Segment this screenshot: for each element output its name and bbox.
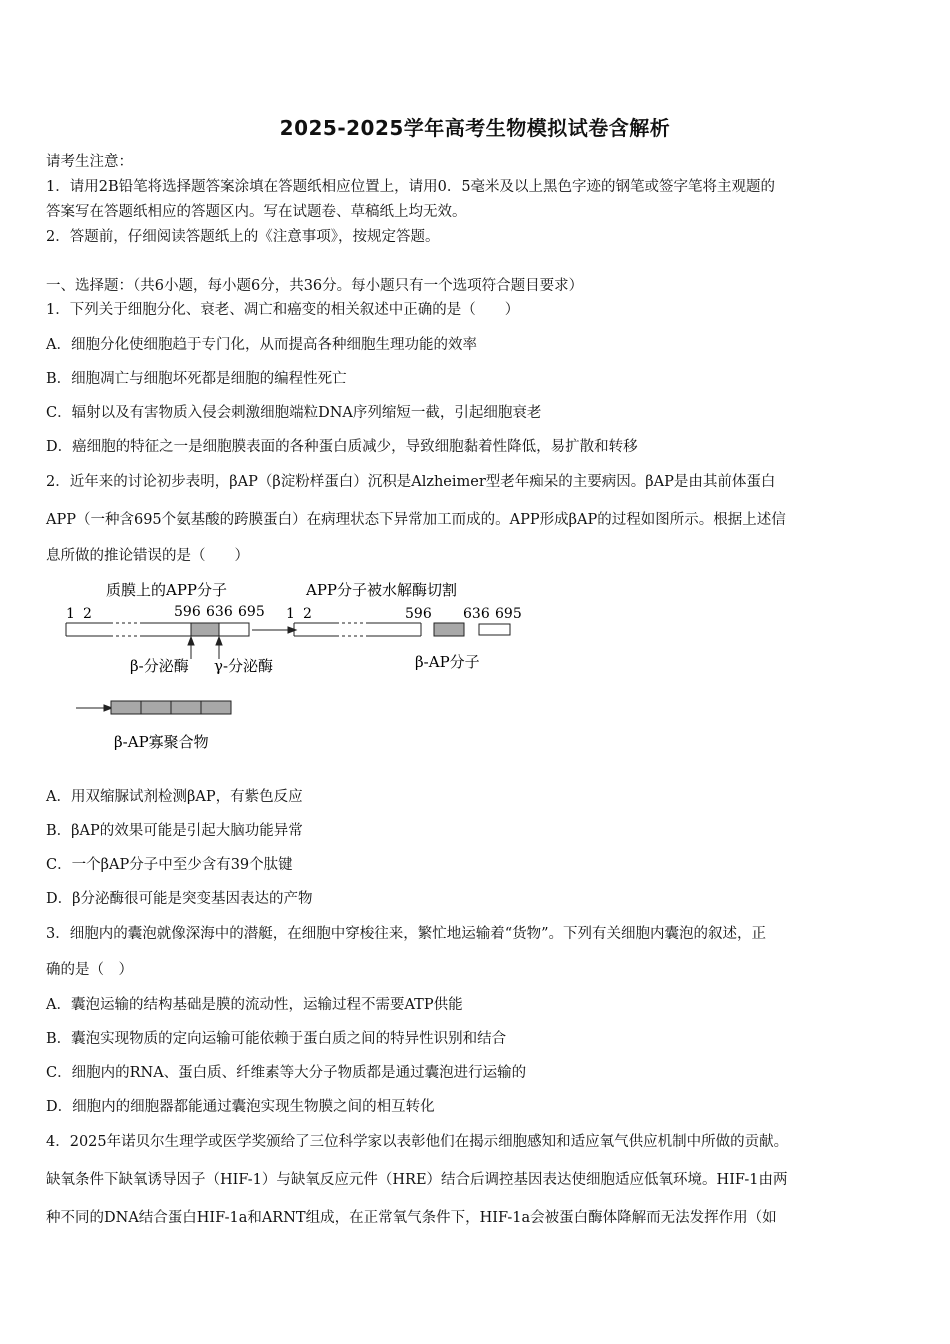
gamma-secretase-label: γ-分泌酶 xyxy=(214,657,274,675)
q1-option-d: D．癌细胞的特征之一是细胞膜表面的各种蛋白质减少，导致细胞黏着性降低，易扩散和转移 xyxy=(46,439,638,455)
figure-num-695b: 695 xyxy=(495,606,522,622)
processing-arrow xyxy=(252,627,296,633)
figure-num-636b: 636 xyxy=(463,606,490,622)
q3-stem-line1: 3．细胞内的囊泡就像深海中的潜艇，在细胞中穿梭往来，繁忙地运输着“货物”。下列有关细胞内囊泡的叙述，正 xyxy=(46,926,767,942)
notice-heading: 请考生注意： xyxy=(46,154,133,170)
figure-num-695: 695 xyxy=(238,604,265,620)
enzyme-arrows xyxy=(188,637,222,659)
section-heading: 一、选择题：（共6小题，每小题6分，共36分。每小题只有一个选项符合题目要求） xyxy=(46,278,584,294)
q3-option-d: D．细胞内的细胞器都能通过囊泡实现生物膜之间的相互转化 xyxy=(46,1099,435,1115)
q3-option-c: C．细胞内的RNA、蛋白质、纤维素等大分子物质都是通过囊泡进行运输的 xyxy=(46,1065,527,1081)
q3-stem-line2: 确的是（ ） xyxy=(46,962,133,978)
q1-option-a: A．细胞分化使细胞趋于专门化，从而提高各种细胞生理功能的效率 xyxy=(46,337,477,353)
q1-option-b: B．细胞凋亡与细胞坏死都是细胞的编程性死亡 xyxy=(46,371,347,387)
q4-stem-line1: 4．2025年诺贝尔生理学或医学奖颁给了三位科学家以表彰他们在揭示细胞感知和适应氧气供应机制中所做的贡献。 xyxy=(46,1134,789,1150)
q2-stem-line1: 2．近年来的讨论初步表明，βAP（β淀粉样蛋白）沉积是Alzheimer型老年痴呆的主要病因。βAP是由其前体蛋白 xyxy=(46,474,776,490)
bap-molecule-label: β-AP分子 xyxy=(415,653,480,671)
figure-num-1b: 1 xyxy=(286,606,295,622)
q4-stem-line3: 种不同的DNA结合蛋白HIF-1a和ARNT组成，在正常氧气条件下，HIF-1a会被蛋白酶体降解而无法发挥作用（如 xyxy=(46,1210,777,1226)
notice-item-1a: 1．请用2B铅笔将选择题答案涂填在答题纸相应位置上，请用0．5毫米及以上黑色字迹的钢笔或签字笔将主观题的 xyxy=(46,179,776,195)
notice-item-1b: 答案写在答题纸相应的答题区内。写在试题卷、草稿纸上均无效。 xyxy=(46,204,467,220)
q3-option-a: A．囊泡运输的结构基础是膜的流动性，运输过程不需要ATP供能 xyxy=(46,997,463,1013)
cleaved-fragments xyxy=(294,623,510,636)
app-molecule-bar xyxy=(66,623,249,636)
figure-label-cut: APP分子被水解酶切割 xyxy=(306,581,458,599)
app-processing-figure xyxy=(60,575,540,760)
q2-option-a: A．用双缩脲试剂检测βAP，有紫色反应 xyxy=(46,789,303,805)
bap-oligomer xyxy=(111,701,231,714)
aggregation-arrow xyxy=(76,705,112,711)
notice-item-2: 2．答题前，仔细阅读答题纸上的《注意事项》，按规定答题。 xyxy=(46,229,440,245)
q1-stem: 1．下列关于细胞分化、衰老、凋亡和癌变的相关叙述中正确的是（ ） xyxy=(46,302,520,318)
q1-option-c: C．辐射以及有害物质入侵会刺激细胞端粒DNA序列缩短一截，引起细胞衰老 xyxy=(46,405,542,421)
q2-stem-line2: APP（一种含695个氨基酸的跨膜蛋白）在病理状态下异常加工而成的。APP形成βAP的过程如图所示。根据上述信 xyxy=(46,512,786,528)
q3-option-b: B．囊泡实现物质的定向运输可能依赖于蛋白质之间的特异性识别和结合 xyxy=(46,1031,507,1047)
oligomer-label: β-AP寡聚合物 xyxy=(114,733,209,751)
figure-label-app: 质膜上的APP分子 xyxy=(106,581,228,599)
page-title: 2025-2025学年高考生物模拟试卷含解析 xyxy=(279,116,671,140)
figure-num-2: 2 xyxy=(83,606,92,622)
q2-stem-line3: 息所做的推论错误的是（ ） xyxy=(46,548,249,564)
figure-num-1: 1 xyxy=(66,606,75,622)
figure-num-2b: 2 xyxy=(303,606,312,622)
q4-stem-line2: 缺氧条件下缺氧诱导因子（HIF-1）与缺氧反应元件（HRE）结合后调控基因表达使细胞适应低氧环境。HIF-1由两 xyxy=(46,1172,788,1188)
q2-option-c: C．一个βAP分子中至少含有39个肽键 xyxy=(46,857,293,873)
beta-secretase-label: β-分泌酶 xyxy=(130,657,189,675)
q2-option-d: D．β分泌酶很可能是突变基因表达的产物 xyxy=(46,891,313,907)
figure-num-596: 596 xyxy=(174,604,201,620)
figure-num-596b: 596 xyxy=(405,606,432,622)
q2-option-b: B．βAP的效果可能是引起大脑功能异常 xyxy=(46,823,303,839)
figure-num-636: 636 xyxy=(206,604,233,620)
